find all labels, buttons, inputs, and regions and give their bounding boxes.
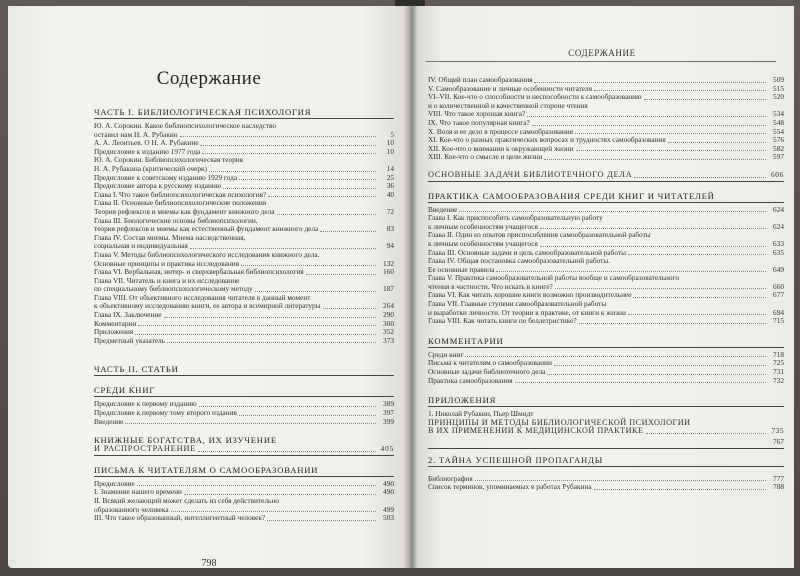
toc-leader-dots (527, 116, 766, 117)
toc-entry (94, 320, 394, 329)
toc-entry-page: 72 (386, 206, 394, 216)
toc-entry-page: 503 (383, 513, 394, 523)
sredi-knig-list (94, 400, 394, 426)
section-pisma: ПИСЬМА К ЧИТАТЕЛЯМ О САМООБРАЗОВАНИИ (94, 465, 394, 477)
toc-leader-dots (200, 145, 376, 146)
toc-entry-title: Комментарии (94, 318, 137, 328)
toc-leader-dots (465, 356, 766, 357)
toc-entry-title: Предисловие автора к русскому изданию (94, 181, 222, 191)
toc-entry-page: 731 (773, 367, 784, 377)
toc-leader-dots (268, 196, 376, 197)
toc-leader-dots (138, 325, 376, 326)
toc-entry-title: Глава IV. Состав мнемы. Мнема наследственная, (94, 232, 246, 242)
toc-entry-title: Глава II. Один из опытов приспособления самообразовательной работы (428, 230, 651, 240)
toc-leader-dots (199, 406, 376, 407)
toc-entry-title: Ее основные правила (428, 264, 495, 274)
toc-entry (94, 409, 394, 418)
section-bogatstva-line2: И РАСПРОСТРАНЕНИЕ 405 (94, 445, 394, 456)
toc-entry-title: VIII. Что такое хорошая книга? (428, 109, 526, 119)
toc-entry-title: Глава I. Что такое библиопсихологическая психология? (94, 189, 267, 199)
toc-entry-title: к личным особенностям учащегося (428, 221, 538, 231)
toc-leader-dots (320, 231, 376, 232)
toc-entry-title: Глава IV. Общая постановка самообразовательной работы. (428, 256, 611, 266)
toc-entry-page: 515 (773, 83, 784, 93)
toc-entry-title: Глава II. Основные библиопсихологические положения (94, 198, 267, 208)
toc-entry-title: XI. Кое-что о разных практических вопросах и трудностях самообразования (428, 135, 666, 145)
toc-leader-dots (167, 342, 376, 343)
toc-entry-page: 187 (383, 284, 394, 294)
section-osnovnye: ОСНОВНЫЕ ЗАДАЧИ БИБЛИОТЕЧНОГО ДЕЛА 606 (428, 171, 784, 182)
toc-entry-title: V. Самообразование и личные особенности читателя (428, 83, 593, 93)
toc-entry-title: Предисловие к советскому изданию 1929 года (94, 172, 238, 182)
toc-leader-dots (534, 82, 766, 83)
kommentarii-list (428, 351, 784, 385)
toc-leader-dots (554, 365, 766, 366)
toc-entry-page: 490 (383, 478, 394, 488)
toc-entry-page: 373 (383, 335, 394, 345)
toc-entry-title: Глава IX. Заключение (94, 310, 162, 320)
toc-entry-title: Приложения (94, 327, 134, 337)
toc-entry-title: Среди книг (428, 349, 464, 359)
toc-entry-title: X. Воля и ее дело в процессе самообразования (428, 126, 574, 136)
page-number: 798 (201, 558, 217, 568)
toc-leader-dots (239, 415, 376, 416)
toc-entry-title: Глава VIII. От объективного исследования читателя в данный момент (94, 292, 311, 302)
toc-entry-title: Предисловие (94, 478, 135, 488)
toc-entry-title: Ю. А. Сорокин. Какое библиопсихологическое наследство (94, 121, 277, 130)
page-title: Содержание (156, 68, 262, 89)
toc-leader-dots (171, 511, 376, 512)
pisma-list (94, 480, 394, 523)
right-page (410, 6, 794, 568)
toc-entry-title: Глава VII. Главные ступени самообразовательной работы (428, 299, 607, 309)
toc-entry-title: VI–VII. Кое-что о способности и неспособности к самообразованию (428, 92, 642, 102)
toc-entry-page: 399 (383, 416, 394, 426)
prilozh-item1-title: ПРИНЦИПЫ И МЕТОДЫ БИБЛИОЛОГИЧЕСКОЙ ПСИХОЛОГИИ (428, 417, 691, 427)
toc-leader-dots (223, 188, 376, 189)
toc-entry-page: 715 (773, 316, 784, 326)
running-head: СОДЕРЖАНИЕ (568, 48, 636, 58)
toc-entry-title: Введение (94, 416, 124, 426)
toc-entry (94, 311, 394, 320)
toc-leader-dots (180, 136, 376, 137)
toc-entry-page: 509 (773, 75, 784, 84)
toc-entry-page: 582 (773, 143, 784, 153)
toc-entry (428, 317, 784, 326)
toc-entry-title: III. Что такое образованный, интеллигентный человек? (94, 513, 266, 523)
toc-entry-title: Предметный указатель (94, 335, 166, 345)
toc-entry (428, 153, 784, 162)
toc-entry-page: 36 (386, 181, 394, 191)
toc-leader-dots (459, 211, 766, 212)
toc-entry-title: I. Знамение нашего времени (94, 487, 182, 497)
toc-entry-page: 694 (773, 307, 784, 317)
toc-entry-page: 499 (383, 504, 394, 514)
toc-entry-title: к объективному исследованию книги, ее автора и всемирной литературы (94, 301, 321, 311)
toc-leader-dots (306, 274, 376, 275)
toc-entry-page: 10 (386, 146, 394, 156)
toc-entry-title: IV. Общий план самообразования (428, 75, 533, 84)
toc-entry-title: Н. А. Рубакина (критический очерк) (94, 163, 207, 173)
toc-leader-dots (135, 334, 376, 335)
toc-entry-page: 290 (383, 310, 394, 320)
toc-entry-title: социальная и индивидуальная (94, 241, 188, 251)
toc-entry-page: 5 (390, 129, 394, 139)
left-page (8, 6, 410, 568)
toc-entry-page: 389 (383, 399, 394, 409)
toc-entry-page: 132 (383, 258, 394, 268)
prilozh-item1-title-cont: В ИХ ПРИМЕНЕНИИ К МЕДИЦИНСКОЙ ПРАКТИКЕ 735 (428, 426, 784, 436)
section-praktika: ПРАКТИКА САМООБРАЗОВАНИЯ СРЕДИ КНИГ И ЧИТАТЕЛЕЙ (428, 191, 784, 203)
toc-entry-page: 25 (386, 172, 394, 182)
toc-entry (428, 377, 784, 386)
toc-leader-dots (532, 125, 766, 126)
toc-leader-dots (202, 153, 376, 154)
toc-leader-dots (190, 248, 376, 249)
toc-entry-page: 777 (773, 473, 784, 483)
pisma-continued-list (428, 76, 784, 162)
toc-leader-dots (125, 423, 376, 424)
toc-entry-page: 264 (383, 301, 394, 311)
toc-entry-page: 14 (386, 163, 394, 173)
part1-list (94, 122, 394, 345)
toc-entry-page: 660 (773, 281, 784, 291)
toc-leader-dots (239, 179, 376, 180)
toc-entry-title: Предисловие к первому тому второго издания (94, 408, 237, 418)
toc-entry-title: Библиография (428, 473, 473, 483)
toc-leader-dots (241, 265, 376, 266)
toc-entry-page: 732 (773, 375, 784, 385)
toc-entry-page: 624 (773, 204, 784, 214)
part1-heading: ЧАСТЬ I. БИБЛИОЛОГИЧЕСКАЯ ПСИХОЛОГИЯ (94, 107, 394, 119)
toc-leader-dots (277, 214, 377, 215)
toc-leader-dots (540, 246, 766, 247)
toc-entry-title: Предисловие к изданию 1977 года (94, 146, 201, 156)
toc-leader-dots (540, 228, 766, 229)
toc-entry-title: Глава VII. Читатель и книга и их исследование (94, 275, 240, 285)
prilozh-item2: 2. ТАЙНА УСПЕШНОЙ ПРОПАГАНДЫ (428, 455, 784, 467)
toc-entry-page: 300 (383, 318, 394, 328)
toc-entry-title: Глава V. Методы библиопсихологического исследования книжного дела. (94, 249, 320, 259)
toc-entry-title: Список терминов, упоминаемых в работах Рубакина (428, 482, 592, 492)
toc-entry-title: Глава V. Практика самообразовательной работы вообще и самообразовательного (428, 273, 680, 283)
toc-entry-title: теория рефлексов и мнемы как естественный фундамент книжного дела (94, 224, 319, 234)
toc-entry-page: 40 (386, 189, 394, 199)
section-kommentarii: КОММЕНТАРИИ (428, 336, 784, 348)
toc-entry-page: 490 (383, 487, 394, 497)
toc-leader-dots (137, 485, 376, 486)
toc-entry-page: 397 (383, 408, 394, 418)
toc-entry-title: Глава III. Биологические основы библиопсихологии, (94, 215, 258, 225)
toc-entry-title: Глава VI. Вербальная, интер- и сверхвербальная библиопсихология (94, 267, 304, 277)
toc-leader-dots (209, 171, 376, 172)
toc-entry-title: к личным особенностям учащегося (428, 238, 538, 248)
toc-entry-title: по специальному библиопсихологическому методу (94, 284, 253, 294)
toc-leader-dots (475, 480, 766, 481)
toc-entry-title: Глава III. Основные задачи и цель самообразовательной работы (428, 247, 627, 257)
toc-leader-dots (184, 494, 376, 495)
toc-leader-dots (515, 382, 766, 383)
toc-entry-title: образованного человека (94, 504, 169, 514)
toc-entry-title: Письма к читателям о самообразовании (428, 358, 552, 368)
toc-entry-page: 10 (386, 138, 394, 148)
toc-entry-title: оставил нам Н. А. Рубакин (94, 129, 178, 139)
toc-entry-page: 94 (386, 241, 394, 251)
toc-entry-title: IX. Что такое популярная книга? (428, 117, 530, 127)
toc-entry-title: XII. Кое-что о внимании к окружающей жизни (428, 143, 574, 153)
toc-entry-page: 352 (383, 327, 394, 337)
toc-entry-title: и о количественной и качественной стороне чтения (428, 100, 588, 110)
toc-entry-title: Основные задачи библиотечного дела (428, 367, 546, 377)
toc-leader-dots (644, 99, 766, 100)
toc-entry-title: XIII. Кое-что о смысле и цели жизни (428, 152, 543, 162)
section-bogatstva-line1: КНИЖНЫЕ БОГАТСТВА, ИХ ИЗУЧЕНИЕ (94, 435, 277, 446)
toc-entry-page: 677 (773, 290, 784, 300)
left-column (94, 98, 394, 523)
section-sredi-knig: СРЕДИ КНИГ (94, 385, 394, 397)
toc-leader-dots (594, 90, 766, 91)
toc-entry-title: Практика самообразования (428, 375, 513, 385)
toc-entry-title: Предисловие к первому изданию (94, 399, 197, 409)
toc-entry-page: 788 (773, 482, 784, 492)
prilozh-item1-authors: 1. Николай Рубакин, Пьер Шмидт (428, 409, 534, 419)
toc-leader-dots (255, 291, 376, 292)
toc-leader-dots (633, 297, 766, 298)
toc-entry-title: Теория рефлексов и мнемы как фундамент книжного дела (94, 206, 275, 216)
toc-entry (94, 418, 394, 427)
prilozh-item1-end: 767 (428, 438, 784, 449)
toc-entry-title: Введение (428, 204, 458, 214)
toc-entry-page: 633 (773, 238, 784, 248)
toc-entry-page: 576 (773, 135, 784, 145)
toc-entry-page: 520 (773, 92, 784, 102)
toc-leader-dots (628, 314, 766, 315)
toc-entry-title: чтения в частности. Что искать в книге? (428, 281, 553, 291)
toc-leader-dots (496, 271, 766, 272)
toc-entry-title: Глава VI. Как читать хорошие книги возможно производительнее (428, 290, 632, 300)
toc-leader-dots (575, 133, 766, 134)
book-gutter (404, 6, 418, 568)
toc-entry-page: 548 (773, 117, 784, 127)
toc-entry (94, 337, 394, 346)
toc-entry-title: Ю. А. Сорокин. Библиопсихологическая теория (94, 155, 244, 165)
toc-leader-dots (576, 150, 766, 151)
toc-entry-title: Глава I. Как приспособить самообразовательную работу (428, 213, 603, 223)
toc-leader-dots (267, 520, 376, 521)
toc-leader-dots (555, 288, 766, 289)
right-column (428, 76, 784, 492)
toc-entry-page: 725 (773, 358, 784, 368)
toc-entry-page: 534 (773, 109, 784, 119)
toc-entry-title: Глава VIII. Как читать книги по беллетристике? (428, 316, 577, 326)
toc-entry-page: 649 (773, 264, 784, 274)
toc-entry-page: 624 (773, 221, 784, 231)
toc-leader-dots (579, 323, 766, 324)
section-prilozheniya: ПРИЛОЖЕНИЯ (428, 395, 784, 407)
toc-leader-dots (544, 159, 766, 160)
running-head-rule (426, 61, 776, 62)
toc-leader-dots (164, 317, 376, 318)
toc-entry (428, 483, 784, 492)
toc-leader-dots (323, 308, 376, 309)
toc-leader-dots (594, 489, 766, 490)
toc-entry (94, 514, 394, 523)
toc-entry-title: Основные принципы и практика исследования (94, 258, 240, 268)
toc-entry-title: и выработки личности. От теории к практике, от книги к жизни (428, 307, 626, 317)
toc-entry-title: II. Всякий желающий может сделать из себя действительно (94, 496, 279, 505)
final-list (428, 475, 784, 492)
toc-entry-page: 597 (773, 152, 784, 162)
toc-entry-page: 160 (383, 267, 394, 277)
toc-leader-dots (547, 374, 766, 375)
toc-entry-page: 718 (773, 349, 784, 359)
part2-heading: ЧАСТЬ II. СТАТЬИ (94, 364, 394, 376)
praktika-list (428, 206, 784, 326)
toc-entry-title: А. А. Леонтьев. О Н. А. Рубакине (94, 138, 199, 148)
toc-entry-page: 635 (773, 247, 784, 257)
toc-entry-page: 554 (773, 126, 784, 136)
toc-entry-page: 83 (386, 224, 394, 234)
toc-leader-dots (628, 254, 766, 255)
toc-leader-dots (668, 142, 766, 143)
